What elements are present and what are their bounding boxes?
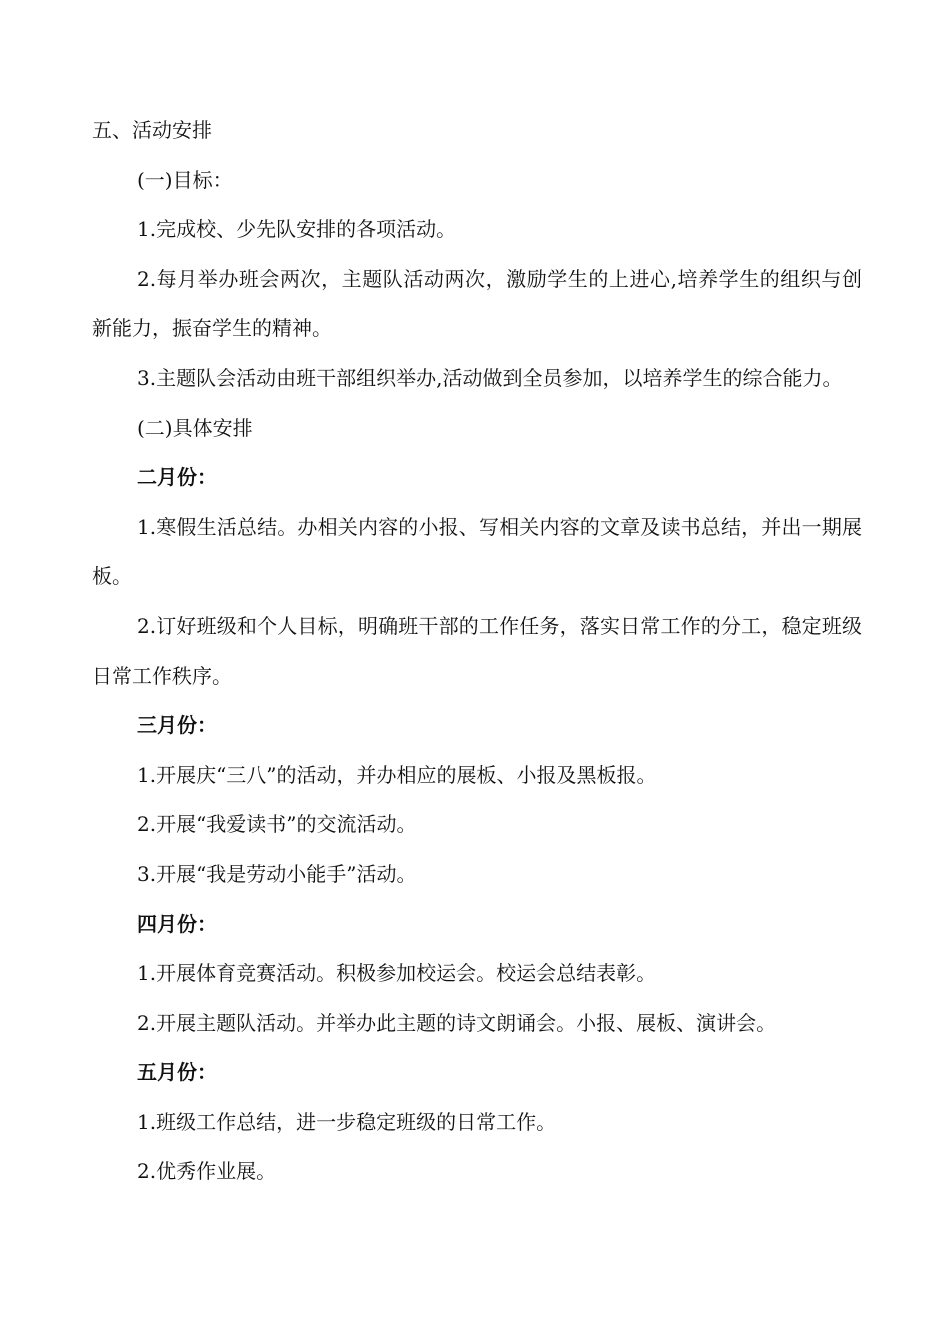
april-item-2: 2.开展主题队活动。并举办此主题的诗文朗诵会。小报、展板、演讲会。 (137, 1010, 777, 1035)
may-item-1: 1.班级工作总结，进一步稳定班级的日常工作。 (137, 1109, 557, 1134)
goal-heading: (一)目标： (137, 167, 233, 192)
may-item-2: 2.优秀作业展。 (137, 1159, 277, 1184)
document-body (92, 106, 862, 1197)
month-title-february: 二月份： (137, 465, 217, 490)
goal-item-3: 3.主题队会活动由班干部组织举办,活动做到全员参加，以培养学生的综合能力。 (137, 365, 843, 390)
plan-heading: (二)具体安排 (137, 415, 253, 440)
april-item-1: 1.开展体育竞赛活动。积极参加校运会。校运会总结表彰。 (137, 961, 657, 986)
goal-item-2: 2.每月举办班会两次，主题队活动两次，激励学生的上进心,培养学生的组织与创新能力，振奋学生的精神。 (92, 266, 862, 341)
month-title-may: 五月份： (137, 1060, 217, 1085)
march-item-1: 1.开展庆“三八”的活动，并办相应的展板、小报及黑板报。 (137, 762, 657, 787)
month-title-march: 三月份： (137, 713, 217, 738)
march-item-2: 2.开展“我爱读书”的交流活动。 (137, 812, 417, 837)
goal-item-1: 1.完成校、少先队安排的各项活动。 (137, 217, 457, 242)
month-title-april: 四月份： (137, 911, 217, 936)
march-item-3: 3.开展“我是劳动小能手”活动。 (137, 861, 417, 886)
february-item-1: 1.寒假生活总结。办相关内容的小报、写相关内容的文章及读书总结，并出一期展板。 (92, 514, 862, 589)
section-heading: 五、活动安排 (92, 118, 212, 142)
february-item-2: 2.订好班级和个人目标，明确班干部的工作任务，落实日常工作的分工，稳定班级日常工作秩序。 (92, 613, 862, 688)
